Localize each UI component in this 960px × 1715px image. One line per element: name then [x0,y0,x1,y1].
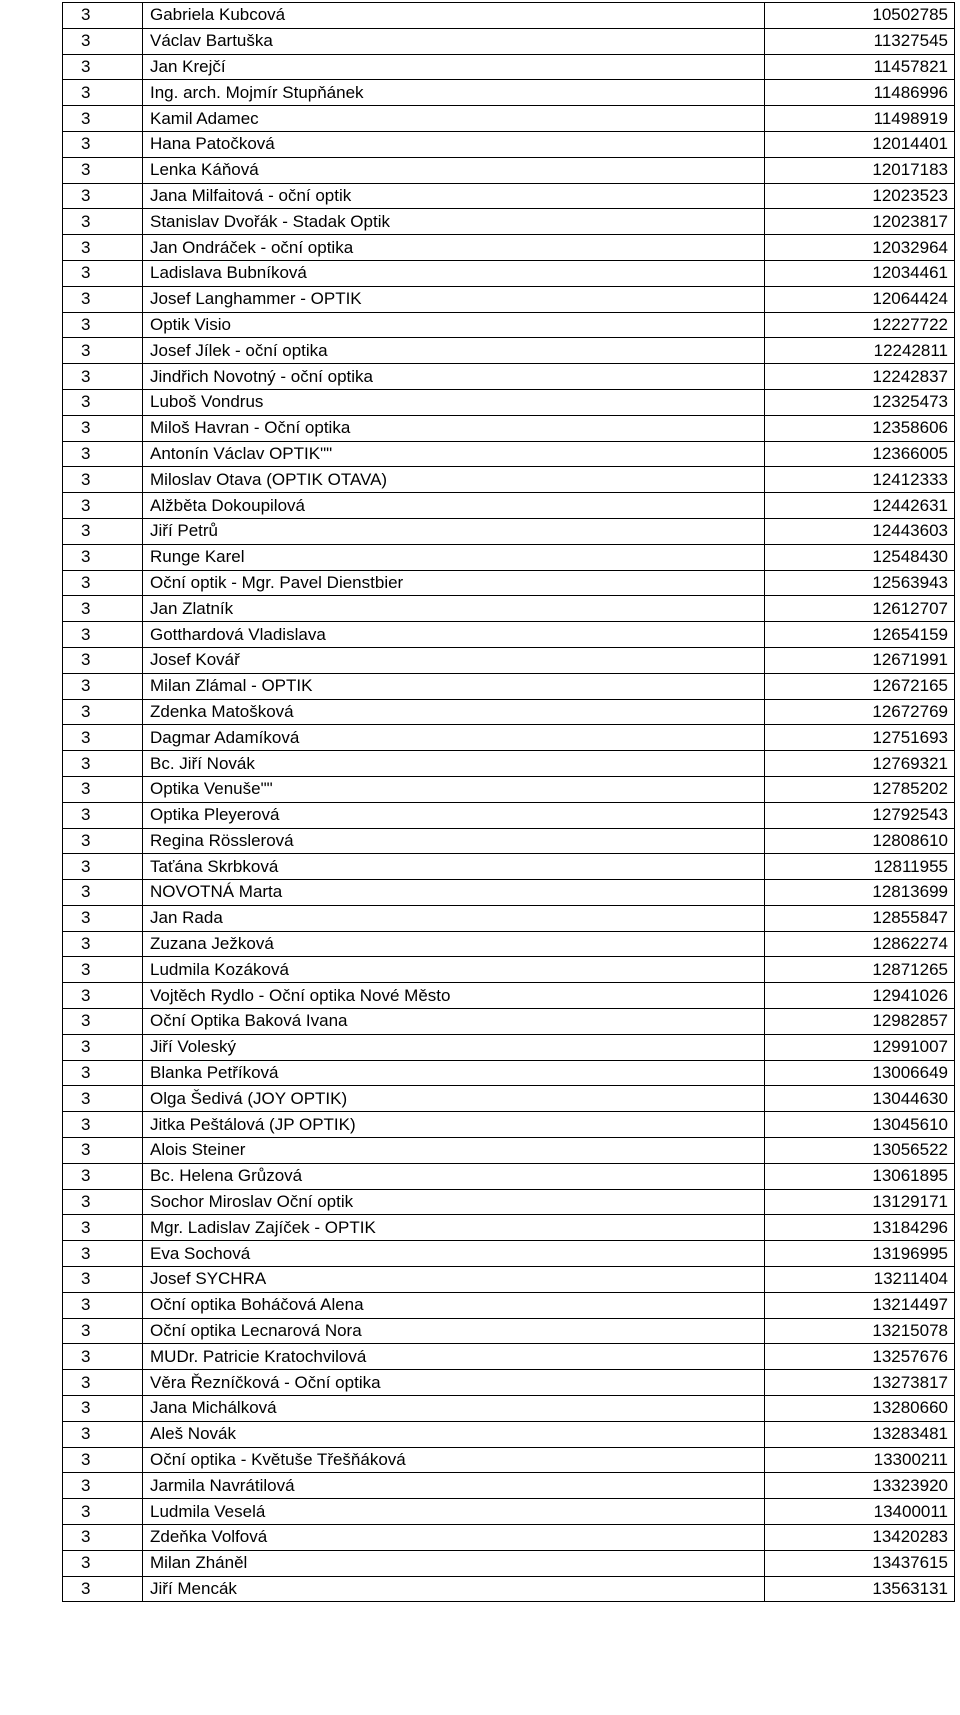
table-row [63,905,955,931]
category-cell: 3 [63,905,143,931]
id-cell: 13563131 [765,1576,955,1602]
category-cell: 3 [63,699,143,725]
name-cell: Eva Sochová [143,1241,765,1267]
table-row [63,1473,955,1499]
category-cell: 3 [63,441,143,467]
id-cell: 13420283 [765,1525,955,1551]
category-cell: 3 [63,364,143,390]
name-cell: Optika Pleyerová [143,802,765,828]
name-cell: Dagmar Adamíková [143,725,765,751]
table-row [63,931,955,957]
table-row [63,1576,955,1602]
table-row [63,880,955,906]
name-cell: Jiří Mencák [143,1576,765,1602]
name-cell: Václav Bartuška [143,28,765,54]
table-row [63,1318,955,1344]
id-cell: 13006649 [765,1060,955,1086]
id-cell: 12671991 [765,647,955,673]
table-row [63,467,955,493]
table-row [63,28,955,54]
table-row [63,1215,955,1241]
category-cell: 3 [63,1370,143,1396]
name-cell: Milan Zlámal - OPTIK [143,673,765,699]
id-cell: 12443603 [765,518,955,544]
category-cell: 3 [63,880,143,906]
name-cell: Vojtěch Rydlo - Oční optika Nové Město [143,983,765,1009]
table-row [63,518,955,544]
category-cell: 3 [63,1447,143,1473]
name-cell: Jindřich Novotný - oční optika [143,364,765,390]
id-cell: 13437615 [765,1550,955,1576]
id-cell: 12862274 [765,931,955,957]
name-cell: Jan Krejčí [143,54,765,80]
id-cell: 12811955 [765,854,955,880]
id-cell: 13257676 [765,1344,955,1370]
id-cell: 11486996 [765,80,955,106]
id-cell: 12982857 [765,1009,955,1035]
name-cell: Bc. Jiří Novák [143,751,765,777]
table-row [63,957,955,983]
table-row [63,828,955,854]
id-cell: 12654159 [765,622,955,648]
table-row [63,1292,955,1318]
table-row [63,312,955,338]
id-cell: 12941026 [765,983,955,1009]
table-row [63,1163,955,1189]
name-cell: Josef Kovář [143,647,765,673]
category-cell: 3 [63,1550,143,1576]
id-cell: 12358606 [765,415,955,441]
id-cell: 12563943 [765,570,955,596]
table-row [63,1499,955,1525]
name-cell: Bc. Helena Grůzová [143,1163,765,1189]
category-cell: 3 [63,54,143,80]
category-cell: 3 [63,570,143,596]
category-cell: 3 [63,802,143,828]
table-row [63,1396,955,1422]
name-cell: Runge Karel [143,544,765,570]
table-row [63,1060,955,1086]
name-cell: Jan Rada [143,905,765,931]
table-row [63,415,955,441]
category-cell: 3 [63,1241,143,1267]
data-table [62,2,955,1602]
table-row [63,389,955,415]
name-cell: Alžběta Dokoupilová [143,493,765,519]
table-row [63,1009,955,1035]
id-cell: 12672769 [765,699,955,725]
category-cell: 3 [63,1267,143,1293]
table-row [63,209,955,235]
name-cell: Regina Rösslerová [143,828,765,854]
category-cell: 3 [63,1421,143,1447]
table-row [63,441,955,467]
id-cell: 13045610 [765,1112,955,1138]
name-cell: Alois Steiner [143,1138,765,1164]
id-cell: 12017183 [765,157,955,183]
category-cell: 3 [63,1499,143,1525]
category-cell: 3 [63,312,143,338]
id-cell: 13400011 [765,1499,955,1525]
category-cell: 3 [63,1292,143,1318]
id-cell: 12769321 [765,751,955,777]
category-cell: 3 [63,776,143,802]
name-cell: MUDr. Patricie Kratochvilová [143,1344,765,1370]
id-cell: 13300211 [765,1447,955,1473]
table-row [63,1267,955,1293]
id-cell: 11457821 [765,54,955,80]
category-cell: 3 [63,1525,143,1551]
id-cell: 12785202 [765,776,955,802]
name-cell: Blanka Petříková [143,1060,765,1086]
table-row [63,183,955,209]
name-cell: Sochor Miroslav Oční optik [143,1189,765,1215]
category-cell: 3 [63,1189,143,1215]
id-cell: 13283481 [765,1421,955,1447]
table-row [63,3,955,29]
id-cell: 12871265 [765,957,955,983]
category-cell: 3 [63,209,143,235]
category-cell: 3 [63,493,143,519]
table-row [63,157,955,183]
id-cell: 13280660 [765,1396,955,1422]
name-cell: Zdenka Matošková [143,699,765,725]
category-cell: 3 [63,1163,143,1189]
name-cell: Jiří Petrů [143,518,765,544]
category-cell: 3 [63,183,143,209]
id-cell: 12366005 [765,441,955,467]
id-cell: 12325473 [765,389,955,415]
category-cell: 3 [63,983,143,1009]
table-row [63,596,955,622]
table-row [63,544,955,570]
table-row [63,751,955,777]
category-cell: 3 [63,751,143,777]
id-cell: 12032964 [765,235,955,261]
table-row [63,647,955,673]
id-cell: 12612707 [765,596,955,622]
category-cell: 3 [63,1215,143,1241]
id-cell: 13056522 [765,1138,955,1164]
category-cell: 3 [63,1112,143,1138]
category-cell: 3 [63,1060,143,1086]
id-cell: 12064424 [765,286,955,312]
name-cell: Lenka Káňová [143,157,765,183]
table-row [63,286,955,312]
category-cell: 3 [63,1009,143,1035]
name-cell: Miloš Havran - Oční optika [143,415,765,441]
category-cell: 3 [63,622,143,648]
id-cell: 12227722 [765,312,955,338]
id-cell: 12242811 [765,338,955,364]
category-cell: 3 [63,338,143,364]
name-cell: Jiří Voleský [143,1034,765,1060]
table-row [63,776,955,802]
name-cell: Luboš Vondrus [143,389,765,415]
name-cell: Oční optika Boháčová Alena [143,1292,765,1318]
category-cell: 3 [63,3,143,29]
id-cell: 13044630 [765,1086,955,1112]
id-cell: 13196995 [765,1241,955,1267]
category-cell: 3 [63,1138,143,1164]
id-cell: 11327545 [765,28,955,54]
id-cell: 13129171 [765,1189,955,1215]
name-cell: Ludmila Kozáková [143,957,765,983]
name-cell: Gabriela Kubcová [143,3,765,29]
id-cell: 12672165 [765,673,955,699]
name-cell: Oční optik - Mgr. Pavel Dienstbier [143,570,765,596]
category-cell: 3 [63,596,143,622]
category-cell: 3 [63,544,143,570]
name-cell: Jitka Peštálová (JP OPTIK) [143,1112,765,1138]
table-row [63,1550,955,1576]
category-cell: 3 [63,131,143,157]
id-cell: 12412333 [765,467,955,493]
table-row [63,1138,955,1164]
category-cell: 3 [63,725,143,751]
table-row [63,673,955,699]
name-cell: Stanislav Dvořák - Stadak Optik [143,209,765,235]
id-cell: 12242837 [765,364,955,390]
category-cell: 3 [63,518,143,544]
id-cell: 12442631 [765,493,955,519]
category-cell: 3 [63,828,143,854]
id-cell: 12813699 [765,880,955,906]
table-row [63,725,955,751]
id-cell: 12751693 [765,725,955,751]
name-cell: Aleš Novák [143,1421,765,1447]
name-cell: Mgr. Ladislav Zajíček - OPTIK [143,1215,765,1241]
category-cell: 3 [63,673,143,699]
category-cell: 3 [63,260,143,286]
name-cell: Ladislava Bubníková [143,260,765,286]
id-cell: 10502785 [765,3,955,29]
table-row [63,54,955,80]
category-cell: 3 [63,389,143,415]
name-cell: Jan Zlatník [143,596,765,622]
category-cell: 3 [63,106,143,132]
id-cell: 12023523 [765,183,955,209]
name-cell: Oční optika Lecnarová Nora [143,1318,765,1344]
name-cell: Kamil Adamec [143,106,765,132]
id-cell: 13215078 [765,1318,955,1344]
id-cell: 12792543 [765,802,955,828]
table-row [63,80,955,106]
category-cell: 3 [63,1318,143,1344]
category-cell: 3 [63,1344,143,1370]
id-cell: 12855847 [765,905,955,931]
id-cell: 12034461 [765,260,955,286]
name-cell: Optika Venuše"" [143,776,765,802]
table-row [63,1034,955,1060]
name-cell: Ludmila Veselá [143,1499,765,1525]
name-cell: Věra Řezníčková - Oční optika [143,1370,765,1396]
category-cell: 3 [63,854,143,880]
id-cell: 13273817 [765,1370,955,1396]
table-row [63,364,955,390]
name-cell: Zdeňka Volfová [143,1525,765,1551]
id-cell: 13211404 [765,1267,955,1293]
category-cell: 3 [63,1576,143,1602]
id-cell: 12014401 [765,131,955,157]
table-row [63,570,955,596]
name-cell: Oční Optika Baková Ivana [143,1009,765,1035]
category-cell: 3 [63,80,143,106]
name-cell: Ing. arch. Mojmír Stupňánek [143,80,765,106]
name-cell: Hana Patočková [143,131,765,157]
table-row [63,699,955,725]
table-row [63,802,955,828]
table-row [63,1421,955,1447]
name-cell: Josef Jílek - oční optika [143,338,765,364]
table-row [63,1189,955,1215]
category-cell: 3 [63,1086,143,1112]
name-cell: Oční optika - Květuše Třešňáková [143,1447,765,1473]
id-cell: 13061895 [765,1163,955,1189]
table-row [63,106,955,132]
category-cell: 3 [63,957,143,983]
category-cell: 3 [63,1034,143,1060]
table-row [63,1112,955,1138]
name-cell: Optik Visio [143,312,765,338]
name-cell: Josef Langhammer - OPTIK [143,286,765,312]
category-cell: 3 [63,647,143,673]
name-cell: Olga Šedivá (JOY OPTIK) [143,1086,765,1112]
category-cell: 3 [63,467,143,493]
category-cell: 3 [63,415,143,441]
category-cell: 3 [63,1396,143,1422]
table-row [63,1344,955,1370]
table-row [63,1370,955,1396]
name-cell: Miloslav Otava (OPTIK OTAVA) [143,467,765,493]
id-cell: 11498919 [765,106,955,132]
table-row [63,1447,955,1473]
name-cell: NOVOTNÁ Marta [143,880,765,906]
table-row [63,260,955,286]
table-row [63,1525,955,1551]
table-row [63,235,955,261]
id-cell: 12808610 [765,828,955,854]
table-row [63,854,955,880]
table-row [63,338,955,364]
table-row [63,983,955,1009]
category-cell: 3 [63,286,143,312]
name-cell: Gotthardová Vladislava [143,622,765,648]
id-cell: 13323920 [765,1473,955,1499]
category-cell: 3 [63,235,143,261]
category-cell: 3 [63,931,143,957]
id-cell: 13214497 [765,1292,955,1318]
name-cell: Jarmila Navrátilová [143,1473,765,1499]
table-row [63,622,955,648]
table-row [63,493,955,519]
table-row [63,131,955,157]
name-cell: Jana Michálková [143,1396,765,1422]
table-body [63,3,955,1602]
category-cell: 3 [63,1473,143,1499]
category-cell: 3 [63,28,143,54]
category-cell: 3 [63,157,143,183]
id-cell: 12548430 [765,544,955,570]
id-cell: 13184296 [765,1215,955,1241]
name-cell: Milan Zháněl [143,1550,765,1576]
id-cell: 12023817 [765,209,955,235]
table-row [63,1241,955,1267]
id-cell: 12991007 [765,1034,955,1060]
name-cell: Jana Milfaitová - oční optik [143,183,765,209]
name-cell: Josef SYCHRA [143,1267,765,1293]
name-cell: Zuzana Ježková [143,931,765,957]
name-cell: Jan Ondráček - oční optika [143,235,765,261]
name-cell: Antonín Václav OPTIK"" [143,441,765,467]
table-row [63,1086,955,1112]
name-cell: Taťána Skrbková [143,854,765,880]
